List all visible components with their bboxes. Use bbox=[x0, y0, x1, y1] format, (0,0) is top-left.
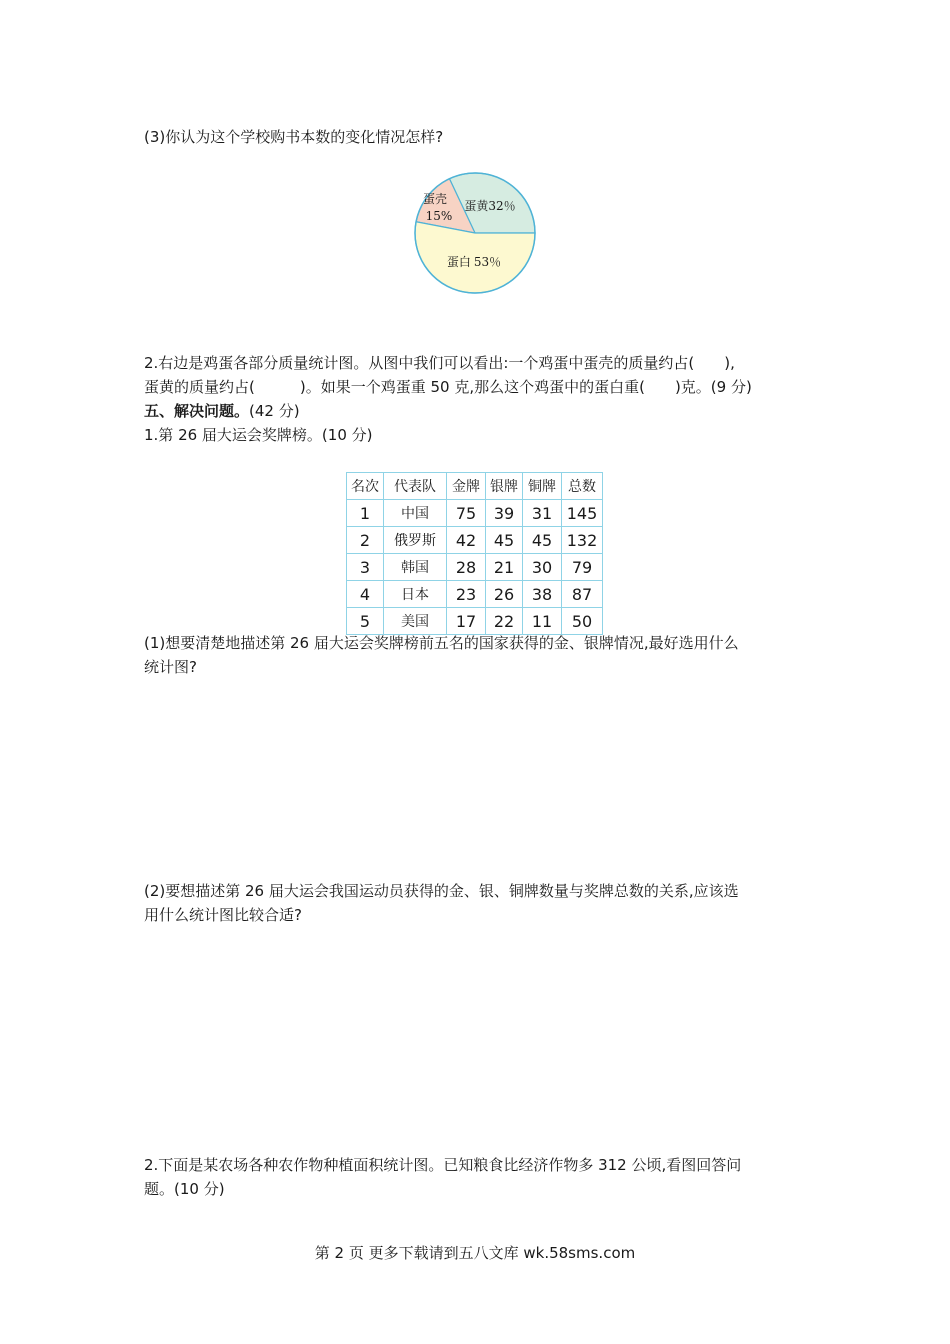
sub-question-1-line-1: (1)想要清楚地描述第 26 届大运会奖牌榜前五名的国家获得的金、银牌情况,最好选用什么 bbox=[144, 634, 739, 652]
cell-rank: 1 bbox=[347, 500, 384, 527]
problem-2-line-2: 题。(10 分) bbox=[144, 1180, 225, 1198]
th-rank: 名次 bbox=[347, 473, 384, 500]
footer-text: 第 2 页 更多下载请到五八文库 bbox=[314, 1244, 524, 1262]
th-gold: 金牌 bbox=[447, 473, 486, 500]
th-team: 代表队 bbox=[384, 473, 447, 500]
cell-total: 87 bbox=[562, 581, 603, 608]
table-header-row bbox=[347, 473, 603, 500]
cell-rank: 2 bbox=[347, 527, 384, 554]
page-footer bbox=[0, 1242, 950, 1263]
question-2-line-2: 蛋黄的质量约占( )。如果一个鸡蛋重 50 克,那么这个鸡蛋中的蛋白重( )克。(9 分) bbox=[144, 378, 752, 396]
pie-value-shell: 15% bbox=[425, 209, 453, 223]
pie-label-white: 蛋白 53％ bbox=[446, 255, 502, 269]
cell-total: 145 bbox=[562, 500, 603, 527]
question-3-text: (3)你认为这个学校购书本数的变化情况怎样? bbox=[144, 128, 444, 146]
th-bronze: 铜牌 bbox=[523, 473, 562, 500]
problem-2-line-1: 2.下面是某农场各种农作物种植面积统计图。已知粮食比经济作物多 312 公顷,看图回答问 bbox=[144, 1156, 742, 1174]
cell-rank: 4 bbox=[347, 581, 384, 608]
section-5-title: 五、解决问题。 bbox=[144, 402, 250, 420]
medal-table bbox=[346, 472, 603, 635]
cell-silver: 26 bbox=[486, 581, 523, 608]
cell-team: 美国 bbox=[384, 608, 447, 635]
table-row bbox=[347, 581, 603, 608]
cell-bronze: 31 bbox=[523, 500, 562, 527]
table-row bbox=[347, 554, 603, 581]
sub-question-2-line-1: (2)要想描述第 26 届大运会我国运动员获得的金、银、铜牌数量与奖牌总数的关系,应该选 bbox=[144, 882, 739, 900]
cell-silver: 22 bbox=[486, 608, 523, 635]
th-total: 总数 bbox=[562, 473, 603, 500]
pie-label-shell: 蛋壳 bbox=[422, 192, 448, 206]
cell-total: 132 bbox=[562, 527, 603, 554]
cell-bronze: 45 bbox=[523, 527, 562, 554]
cell-gold: 28 bbox=[447, 554, 486, 581]
cell-bronze: 30 bbox=[523, 554, 562, 581]
cell-gold: 23 bbox=[447, 581, 486, 608]
cell-gold: 75 bbox=[447, 500, 486, 527]
cell-gold: 42 bbox=[447, 527, 486, 554]
cell-silver: 39 bbox=[486, 500, 523, 527]
table-row bbox=[347, 527, 603, 554]
cell-team: 中国 bbox=[384, 500, 447, 527]
section-5-points: (42 分) bbox=[249, 402, 300, 420]
sub-question-2-line-2: 用什么统计图比较合适? bbox=[144, 906, 302, 924]
cell-gold: 17 bbox=[447, 608, 486, 635]
cell-rank: 3 bbox=[347, 554, 384, 581]
cell-silver: 45 bbox=[486, 527, 523, 554]
cell-total: 79 bbox=[562, 554, 603, 581]
cell-team: 俄罗斯 bbox=[384, 527, 447, 554]
cell-bronze: 11 bbox=[523, 608, 562, 635]
table-row bbox=[347, 608, 603, 635]
egg-pie-chart bbox=[412, 170, 538, 296]
cell-team: 日本 bbox=[384, 581, 447, 608]
cell-total: 50 bbox=[562, 608, 603, 635]
question-2-line-1: 2.右边是鸡蛋各部分质量统计图。从图中我们可以看出:一个鸡蛋中蛋壳的质量约占( ), bbox=[144, 354, 735, 372]
cell-rank: 5 bbox=[347, 608, 384, 635]
cell-silver: 21 bbox=[486, 554, 523, 581]
th-silver: 银牌 bbox=[486, 473, 523, 500]
section-5-heading bbox=[144, 400, 300, 422]
cell-bronze: 38 bbox=[523, 581, 562, 608]
footer-site: wk.58sms.com bbox=[523, 1244, 636, 1262]
problem-1-title: 1.第 26 届大运会奖牌榜。(10 分) bbox=[144, 426, 373, 444]
sub-question-1-line-2: 统计图? bbox=[144, 658, 197, 676]
cell-team: 韩国 bbox=[384, 554, 447, 581]
table-row bbox=[347, 500, 603, 527]
pie-label-yolk: 蛋黄32％ bbox=[464, 199, 516, 213]
